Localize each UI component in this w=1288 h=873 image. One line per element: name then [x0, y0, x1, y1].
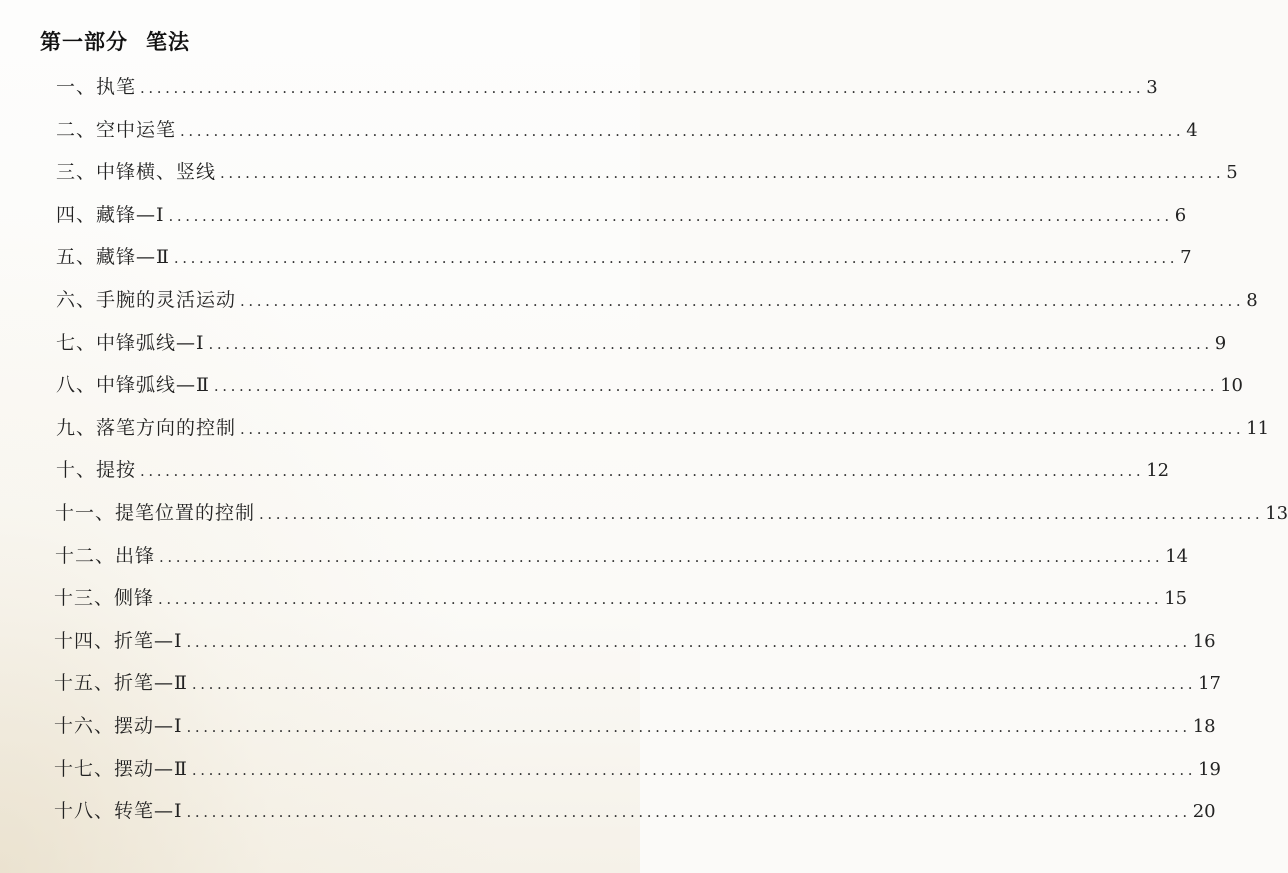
toc-leader-dots: ........................................................................................................................: [186, 718, 1191, 736]
toc-entry[interactable]: [56, 328, 1227, 360]
toc-entry[interactable]: [54, 711, 1216, 743]
toc-leader-dots: ........................................................................................................................: [213, 377, 1219, 396]
toc-entry-label: 十六、摆动—Ⅰ: [54, 715, 183, 737]
toc-entry-label: 八、中锋弧线—Ⅱ: [56, 374, 210, 397]
toc-entry-page-number: 10: [1220, 375, 1243, 397]
toc-leader-dots: ........................................................................................................................: [158, 590, 1163, 609]
toc-entry-label: 一、执笔: [56, 76, 137, 98]
toc-entry-label: 二、空中运笔: [56, 118, 177, 141]
toc-leader-dots: ........................................................................................................................: [173, 249, 1179, 268]
toc-entry[interactable]: [54, 754, 1221, 786]
toc-leader-dots: ........................................................................................................................: [186, 632, 1191, 651]
section-title-sub: 笔法: [146, 30, 190, 54]
toc-entry-page-number: 20: [1192, 801, 1216, 823]
toc-leader-dots: ........................................................................................................................: [208, 334, 1213, 353]
toc-leader-dots: ........................................................................................................................: [168, 206, 1173, 225]
toc-entry[interactable]: [56, 115, 1198, 147]
toc-entry[interactable]: [56, 200, 1187, 232]
toc-entry-label: 十、提按: [56, 459, 137, 482]
toc-entry-label: 十一、提笔位置的控制: [55, 502, 256, 524]
toc-entry-label: 十四、折笔—Ⅰ: [54, 629, 183, 652]
toc-entry[interactable]: [56, 455, 1170, 487]
toc-entry[interactable]: [56, 242, 1192, 274]
toc-entry-page-number: 17: [1198, 673, 1221, 695]
toc-leader-dots: ........................................................................................................................: [140, 462, 1145, 481]
toc-entry-page-number: 7: [1180, 247, 1192, 269]
toc-leader-dots: ........................................................................................................................: [191, 675, 1197, 694]
toc-entry-label: 十八、转笔—Ⅰ: [54, 800, 183, 823]
toc-leader-dots: ........................................................................................................................: [140, 79, 1145, 97]
toc-entry-label: 四、藏锋—Ⅰ: [56, 203, 165, 226]
section-title-main: 第一部分: [40, 30, 128, 54]
toc-entry-page-number: 19: [1198, 758, 1221, 780]
toc-entry[interactable]: [54, 796, 1216, 828]
toc-leader-dots: ........................................................................................................................: [240, 419, 1245, 438]
toc-entry-page-number: 16: [1192, 630, 1216, 652]
toc-entry-page-number: 18: [1192, 716, 1216, 737]
toc-leader-dots: ........................................................................................................................: [186, 803, 1191, 822]
toc-leader-dots: ........................................................................................................................: [159, 547, 1164, 566]
toc-entry-page-number: 4: [1186, 119, 1198, 141]
toc-entry-label: 六、手腕的灵活运动: [56, 289, 237, 311]
toc-leader-dots: ........................................................................................................................: [220, 164, 1225, 183]
toc-entry-page-number: 8: [1246, 290, 1258, 311]
toc-entry-label: 三、中锋横、竖线: [56, 161, 217, 184]
toc-entry[interactable]: [54, 583, 1188, 615]
toc-entry-page-number: 11: [1246, 417, 1270, 439]
toc-entry-page-number: 6: [1174, 204, 1187, 226]
toc-entry-page-number: 14: [1165, 545, 1189, 567]
toc-leader-dots: ........................................................................................................................: [191, 760, 1197, 779]
toc-entry[interactable]: [56, 370, 1243, 402]
toc-entry-label: 十五、折笔—Ⅱ: [54, 672, 188, 695]
toc-entry-label: 十七、摆动—Ⅱ: [54, 757, 188, 780]
toc-entry-page-number: 9: [1214, 332, 1227, 354]
toc-entry[interactable]: [56, 413, 1270, 445]
toc-entry-label: 七、中锋弧线—Ⅰ: [56, 331, 205, 354]
toc-entry-label: 五、藏锋—Ⅱ: [56, 246, 170, 269]
toc-leader-dots: ........................................................................................................................: [180, 121, 1185, 140]
toc-entry[interactable]: [55, 498, 1288, 530]
toc-entry-page-number: 12: [1146, 460, 1170, 482]
toc-entry-page-number: 5: [1226, 162, 1238, 184]
toc-entry-label: 九、落笔方向的控制: [56, 416, 237, 439]
toc-entry-label: 十三、侧锋: [54, 587, 155, 610]
toc-entry[interactable]: [54, 668, 1221, 700]
toc-entry-label: 十二、出锋: [55, 544, 156, 567]
toc-leader-dots: ........................................................................................................................: [259, 505, 1264, 523]
toc-leader-dots: ........................................................................................................................: [240, 292, 1245, 310]
toc-entry[interactable]: [54, 626, 1216, 658]
toc-entry[interactable]: [55, 541, 1189, 573]
toc-entry-page-number: 15: [1164, 588, 1188, 610]
toc-entry[interactable]: [56, 72, 1158, 104]
toc-entry-page-number: 13: [1265, 503, 1288, 524]
toc-entry[interactable]: [56, 157, 1238, 189]
toc-entry[interactable]: [56, 285, 1258, 317]
toc-entry-page-number: 3: [1146, 77, 1158, 98]
